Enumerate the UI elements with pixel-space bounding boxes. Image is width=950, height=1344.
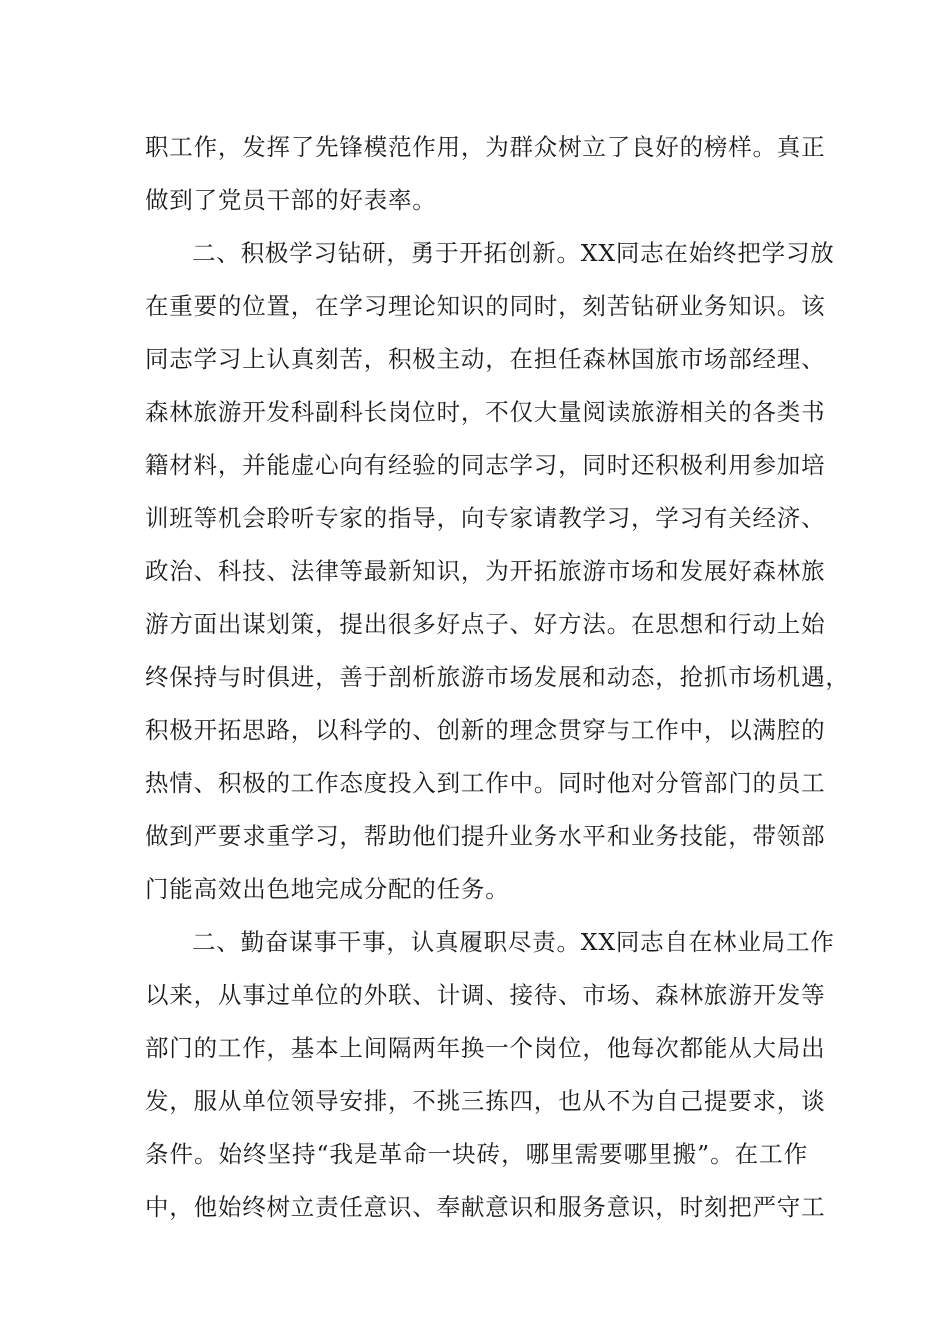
text-line: 政治、科技、法律等最新知识，为开拓旅游市场和发展好森林旅 bbox=[145, 557, 826, 585]
text-line: 门能高效出色地完成分配的任务。 bbox=[145, 875, 510, 903]
text-line: 中，他始终树立责任意识、奉献意识和服务意识，时刻把严守工 bbox=[145, 1193, 826, 1221]
text-line: 森林旅游开发科副科长岗位时，不仅大量阅读旅游相关的各类书 bbox=[145, 398, 826, 426]
paragraph-first-line: 二、积极学习钻研，勇于开拓创新。XX同志在始终把学习放 bbox=[192, 239, 835, 267]
text-line: 在重要的位置，在学习理论知识的同时，刻苦钻研业务知识。该 bbox=[145, 292, 826, 320]
text-line: 部门的工作，基本上间隔两年换一个岗位，他每次都能从大局出 bbox=[145, 1034, 826, 1062]
text-line: 同志学习上认真刻苦，积极主动，在担任森林国旅市场部经理、 bbox=[145, 345, 826, 373]
text-line: 游方面出谋划策，提出很多好点子、好方法。在思想和行动上始 bbox=[145, 610, 826, 638]
text-line: 籍材料，并能虚心向有经验的同志学习，同时还积极利用参加培 bbox=[145, 451, 826, 479]
text-line: 做到了党员干部的好表率。 bbox=[145, 186, 437, 214]
text-line: 做到严要求重学习，帮助他们提升业务水平和业务技能，带领部 bbox=[145, 822, 826, 850]
text-line: 以来，从事过单位的外联、计调、接待、市场、森林旅游开发等 bbox=[145, 981, 826, 1009]
text-line: 积极开拓思路，以科学的、创新的理念贯穿与工作中，以满腔的 bbox=[145, 716, 826, 744]
text-line: 终保持与时俱进，善于剖析旅游市场发展和动态，抢抓市场机遇， bbox=[145, 663, 850, 691]
text-line: 发，服从单位领导安排，不挑三拣四，也从不为自己提要求，谈 bbox=[145, 1087, 826, 1115]
text-line: 训班等机会聆听专家的指导，向专家请教学习，学习有关经济、 bbox=[145, 504, 826, 532]
paragraph-first-line: 二、勤奋谋事干事，认真履职尽责。XX同志自在林业局工作 bbox=[192, 928, 835, 956]
text-line: 热情、积极的工作态度投入到工作中。同时他对分管部门的员工 bbox=[145, 769, 826, 797]
text-line: 条件。始终坚持“我是革命一块砖，哪里需要哪里搬”。在工作 bbox=[145, 1140, 808, 1168]
text-line: 职工作，发挥了先锋模范作用，为群众树立了良好的榜样。真正 bbox=[145, 133, 826, 161]
